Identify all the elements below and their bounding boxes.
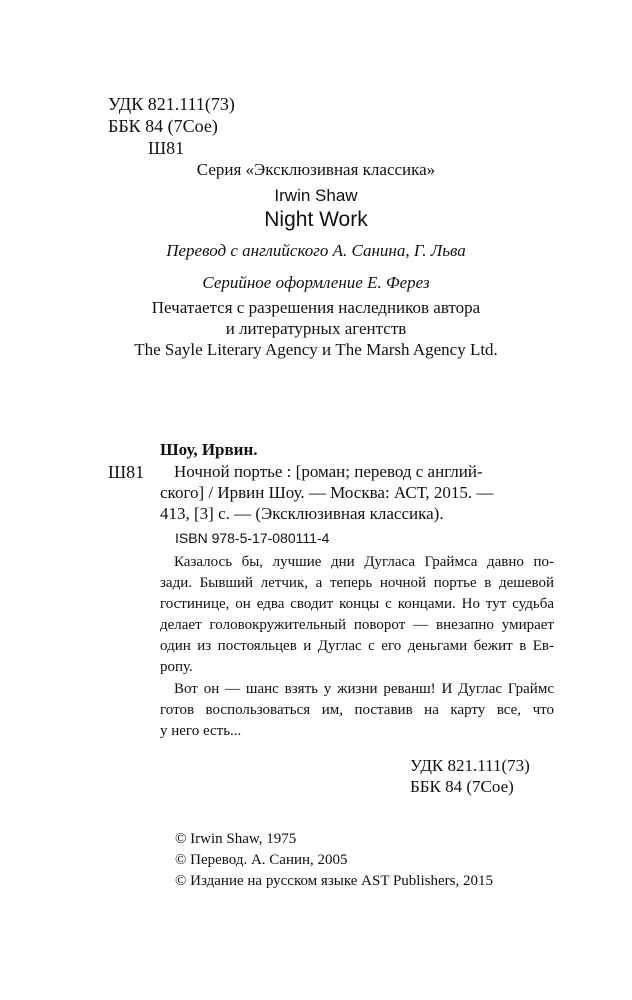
design-credit: Серийное оформление Е. Ферез (202, 273, 430, 292)
copyright-line: © Irwin Shaw, 1975 (175, 831, 297, 847)
catalog-line: Ночной портье : [роман; перевод с англий- (174, 462, 483, 481)
catalog-description (160, 461, 500, 524)
catalog-line: ского] / Ирвин Шоу. — Москва: АСТ, 2015. — (160, 483, 494, 502)
translation-credit: Перевод с английского А. Санина, Г. Льва (166, 241, 466, 260)
annotation-line: ропу. (160, 659, 193, 675)
series-line: Серия «Эксклюзивная классика» (196, 160, 436, 179)
copyright-line: © Издание на русском языке AST Publishers, 2015 (175, 873, 493, 889)
permission-line-2: и литературных агентств (225, 319, 407, 338)
catalog-heading: Шоу, Ирвин. (160, 440, 258, 459)
author-mark-top: Ш81 (148, 138, 185, 158)
bbk-code-bottom: ББК 84 (7Сое) (410, 777, 514, 796)
udk-code-bottom: УДК 821.111(73) (410, 756, 530, 775)
bbk-code-top: ББК 84 (7Сое) (108, 116, 218, 136)
annotation-line: гостинице, он едва сводит концы с концами. Но тут судьба (160, 596, 554, 612)
annotation-line: делает головокружительный поворот — внезапно умирает (160, 617, 554, 633)
permission-line-3: The Sayle Literary Agency и The Marsh Agency Ltd. (134, 340, 498, 359)
copyright-line: © Перевод. А. Санин, 2005 (175, 852, 348, 868)
annotation-line: зади. Бывший летчик, а теперь ночной портье в дешевой (160, 575, 554, 591)
book-title-en: Night Work (264, 208, 368, 231)
author-name-en: Irwin Shaw (274, 186, 358, 205)
annotation-paragraph-2 (160, 679, 554, 742)
permission-line-1: Печатается с разрешения наследников автора (151, 298, 481, 317)
catalog-line: 413, [3] с. — (Эксклюзивная классика). (160, 504, 444, 523)
isbn: ISBN 978-5-17-080111-4 (175, 530, 330, 546)
annotation-line: Вот он — шанс взять у жизни реванш! И Дуглас Граймс (174, 681, 554, 697)
annotation-line: Казалось бы, лучшие дни Дугласа Граймса давно по- (174, 554, 554, 570)
annotation-line: готов воспользоваться им, поставив на карту все, что (160, 702, 554, 718)
udk-code-top: УДК 821.111(73) (108, 94, 235, 114)
author-mark-catalog: Ш81 (108, 462, 145, 482)
annotation-paragraph-1 (160, 552, 554, 678)
annotation-line: один из постояльцев и Дуглас с его деньгами бежит в Ев- (160, 638, 554, 654)
annotation-line: у него есть... (160, 723, 242, 739)
